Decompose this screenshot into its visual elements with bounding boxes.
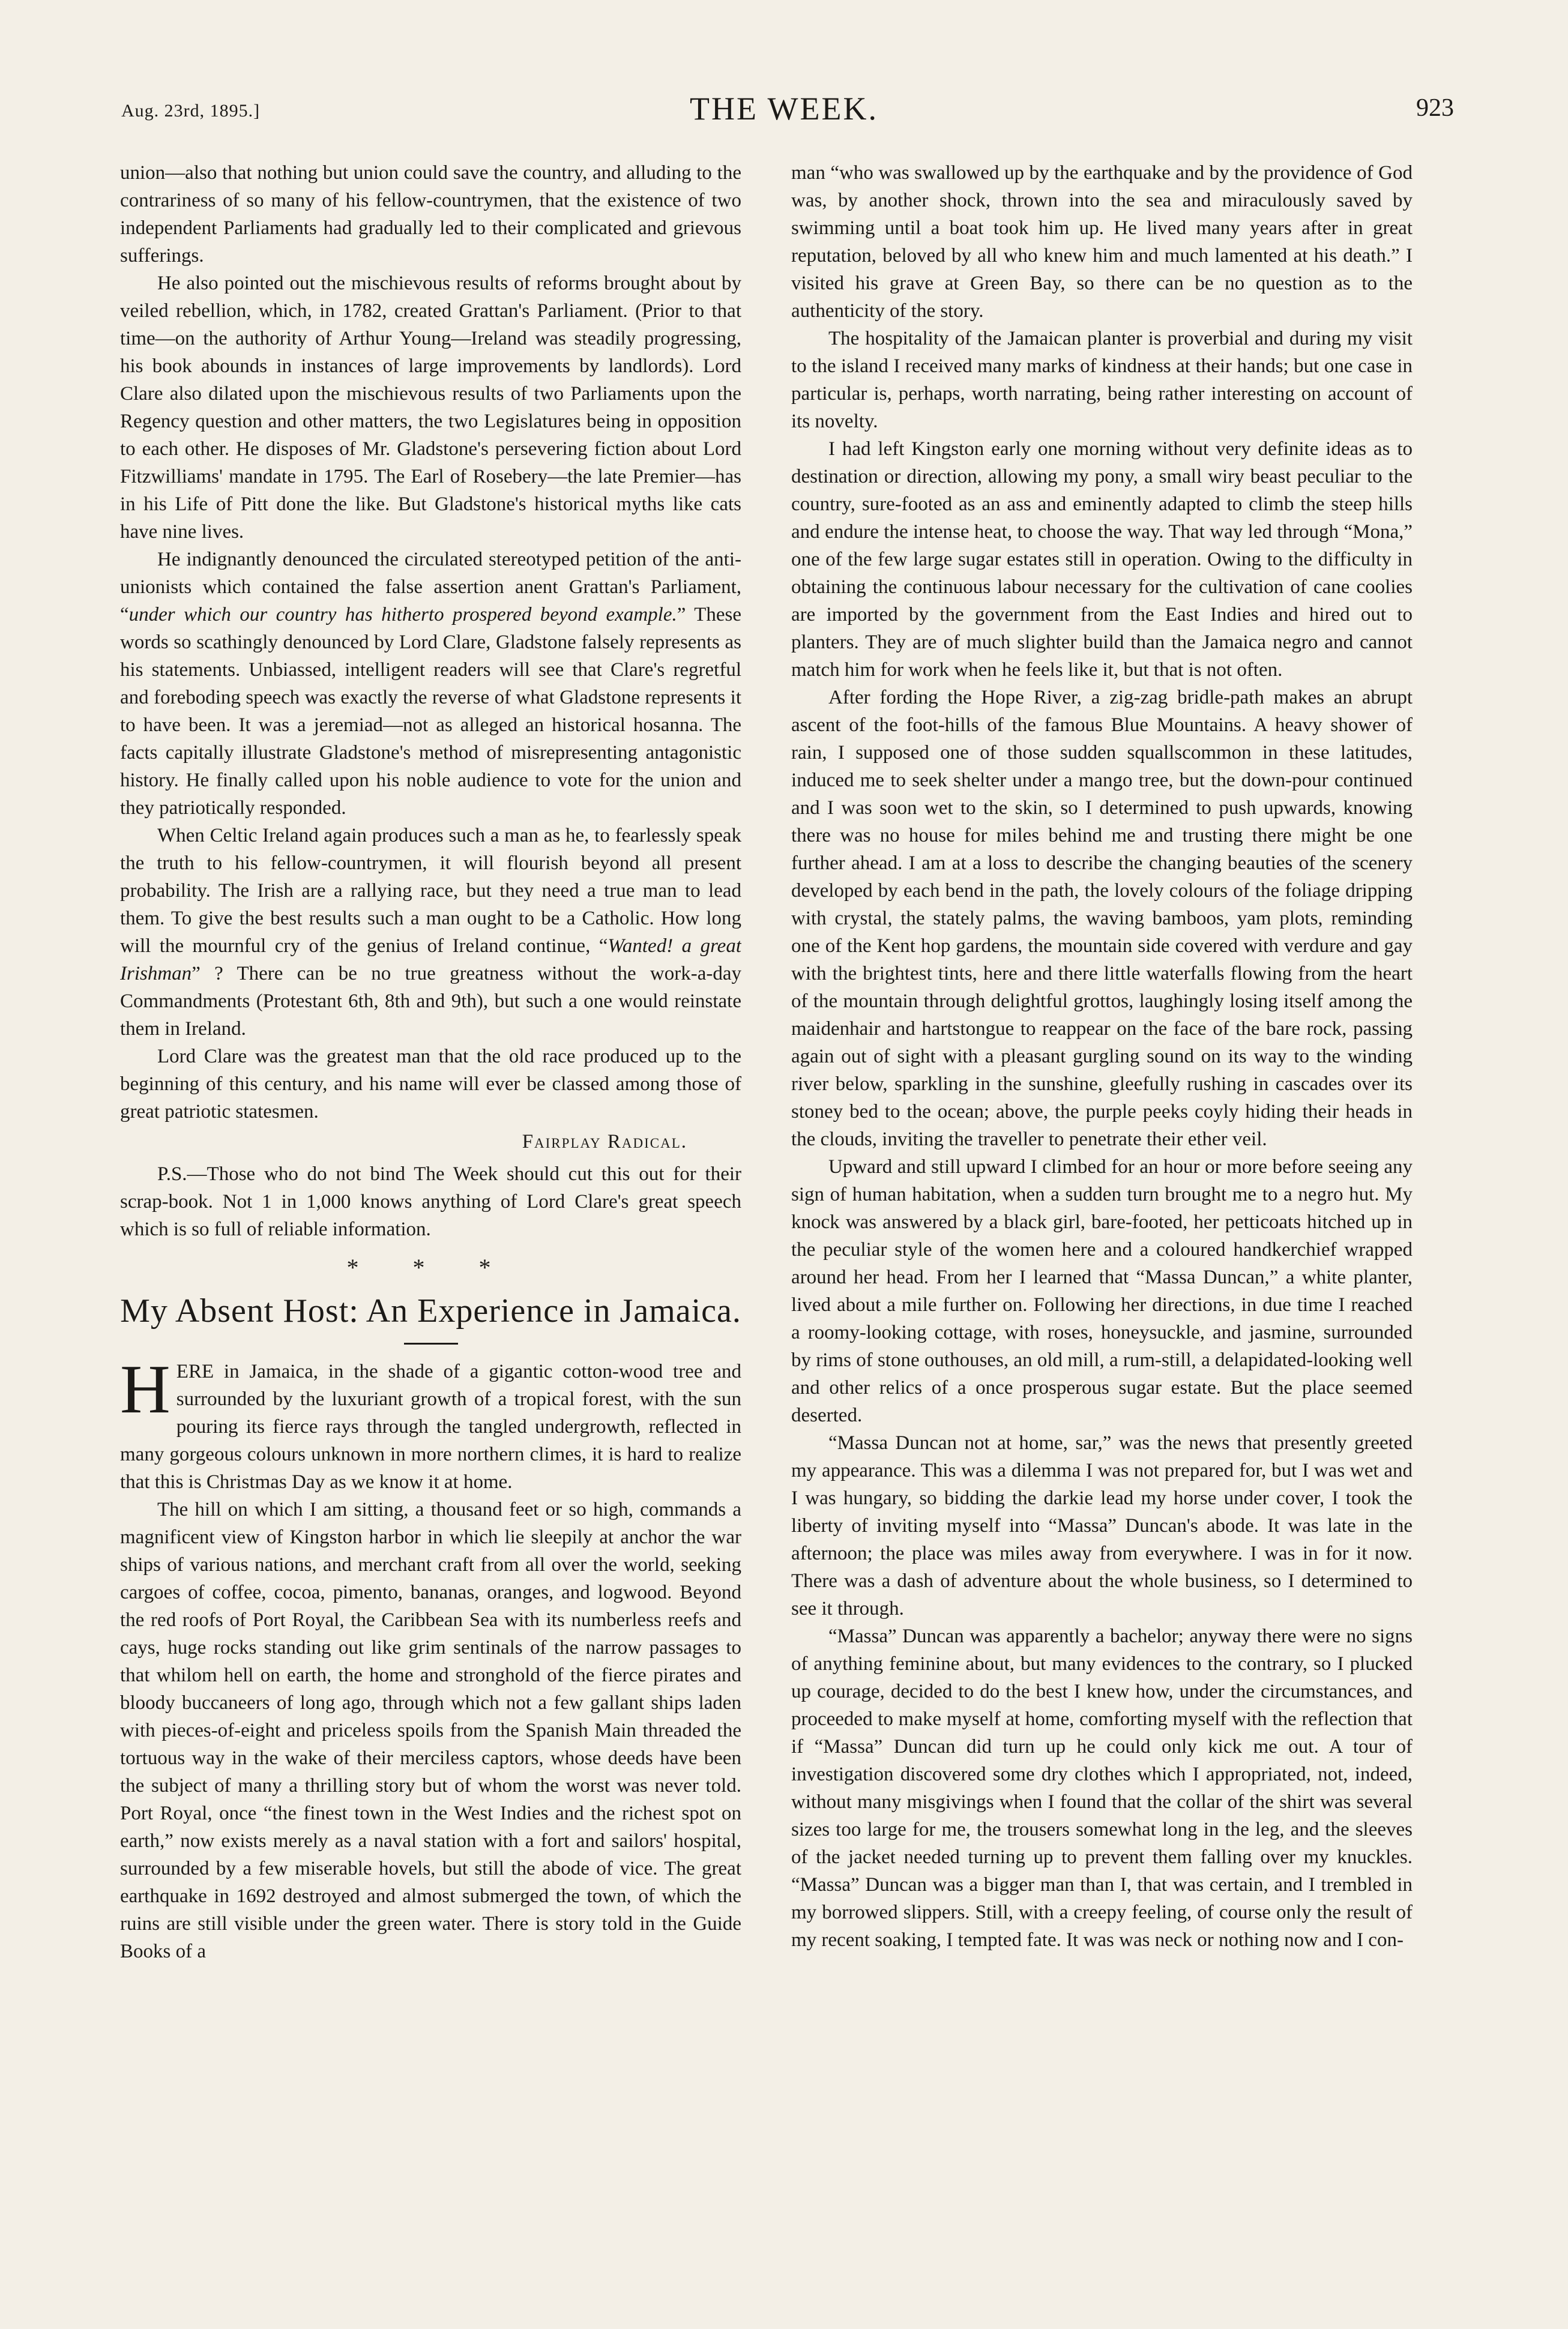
paragraph: The hill on which I am sitting, a thousand feet or so high, commands a magnificent view of Kingston harbor in which lie sleepily at anchor the war ships of various nations, and merchant craft from all over the world, seeking cargoes of coffee, cocoa, pimento, bananas, oranges, and logwood. Beyond the red roofs of Port Royal, the Caribbean Sea with its numberless reefs and cays, huge rocks standing out like grim sentinals of the narrow passages to that whilom hell on earth, the home and stronghold of the fierce pirates and bloody buccaneers of long ago, through which not a few gallant ships laden with pieces-of-eight and priceless spoils from the Spanish Main threaded the tortuous way in the wake of their merciless captors, whose deeds have been the subject of many a thrilling story but of whom the worst was never told. Port Royal, once “the finest town in the West Indies and the richest spot on earth,” now exists merely as a naval station with a fort and sailors' hospital, surrounded by a few miserable hovels, but still the abode of vice. The great earthquake in 1692 destroyed and almost submerged the town, of which the ruins are still visible under the green water. There is story told in the Guide Books of a (120, 1499, 741, 1962)
postscript: P.S.—Those who do not bind The Week should cut this out for their scrap-book. Not 1 in 1,000 knows anything of Lord Clare's great speech which is so full of reliable information. (120, 1163, 741, 1240)
paragraph: Lord Clare was the greatest man that the old race produced up to the beginning of this century, and his name will ever be classed among those of great patriotic statesmen. (120, 1046, 741, 1122)
text-run: ERE in Jamaica, in the shade of a gigantic cotton-wood tree and surrounded by the luxuriant growth of a tropical forest, with the sun pouring its fierce rays through the tangled undergrowth, reflected in many gorgeous colours unknown in more northern climes, it is hard to realize that this is Christmas Day as we know it at home. (120, 1361, 741, 1493)
paragraph (120, 1351, 741, 1496)
italic-quote: under which our country has hitherto prospered beyond example. (128, 604, 677, 625)
author-signature: Fairplay Radical. (522, 1131, 687, 1152)
italic-quote: Wanted! a great Irishman (120, 935, 741, 984)
paragraph: “Massa” Duncan was apparently a bachelor; anyway there were no signs of anything feminine about, but many evidences to the contrary, so I plucked up courage, decided to do the best I knew how, under the circumstances, and proceeded to make myself at home, comforting myself with the reflection that if “Massa” Duncan did turn up he could only kick me out. A tour of investigation discovered some dry clothes which I appropriated, not, indeed, without many misgivings when I found that the collar of the shirt was several sizes too large for me, the trousers somewhat long in the leg, and the sleeves of the jacket needed turning up to prevent them falling over my knuckles. “Massa” Duncan was a bigger man than I, that was certain, and I trembled in my borrowed slippers. Still, with a creepy feeling, of course only the result of my recent soaking, I tempted fate. It was was neck or nothing now and I con- (791, 1625, 1413, 1951)
text-run: He indignantly denounced the circulated stereotyped petition of the anti-unionists which contained the false assertion anent Grattan's Parliament, “ (120, 549, 741, 625)
title-rule (404, 1343, 458, 1345)
page-header (114, 90, 1454, 138)
section-divider-stars: * * * (346, 1254, 515, 1281)
paragraph: After fording the Hope River, a zig-zag bridle-path makes an abrupt ascent of the foot-hills of the famous Blue Mountains. A heavy shower of rain, I supposed one of those sudden squallscommon in these latitudes, induced me to seek shelter under a mango tree, but the down-pour continued and I was soon wet to the skin, so I determined to push upwards, knowing there was no house for miles behind me and trusting there might be one further ahead. I am at a loss to describe the changing beauties of the scenery developed by each bend in the path, the lovely colours of the foliage dripping with crystal, the stately palms, the waving bamboos, yam plots, reminding one of the Kent hop gardens, the mountain side covered with verdure and gay with the brightest tints, here and there little waterfalls flowing from the heart of the mountain through delightful grottos, laughingly losing itself among the maidenhair and hartstongue to reappear on the face of the bare rock, passing again out of sight with a pleasant gurgling sound on its way to the winding river below, sparkling in the sunshine, gleefully rushing in cascades over its stoney bed to the ocean; above, the purple peeks coyly hiding their heads in the clouds, inviting the traveller to penetrate their ether veil. (791, 687, 1413, 1150)
page-number: 923 (1416, 94, 1454, 122)
right-column (791, 159, 1413, 2272)
paragraph (120, 822, 741, 1043)
drop-cap: H (120, 1351, 170, 1428)
text-run: ” ? There can be no true greatness without the work-a-day Commandments (Protestant 6th, 8th and 9th), but such a one would reinstate them in Ireland. (120, 963, 741, 1040)
masthead-title: THE WEEK. (690, 91, 878, 127)
paragraph: union—also that nothing but union could save the country, and alluding to the contrariness of so many of his fellow-countrymen, that the existence of two independent Parliaments had gradually led to their complicated and grievous sufferings. (120, 162, 741, 267)
paragraph (120, 546, 741, 822)
paragraph: He also pointed out the mischievous results of reforms brought about by veiled rebellion, which, in 1782, created Grattan's Parliament. (Prior to that time—on the authority of Arthur Young—Ireland was steadily progressing, his book abounds in instances of large improvements by landlords). Lord Clare also dilated upon the mischievous results of two Parliaments upon the Regency question and other matters, the two Legislatures being in opposition to each other. He disposes of Mr. Gladstone's persevering fiction about Lord Fitzwilliams' mandate in 1795. The Earl of Rosebery—the late Premier—has in his Life of Pitt done the like. But Gladstone's historical myths like cats have nine lives. (120, 273, 741, 543)
paragraph: man “who was swallowed up by the earthquake and by the providence of God was, by another shock, thrown into the sea and miraculously saved by swimming until a boat took him up. He lived many years after in great reputation, beloved by all who knew him and much lamented at his death.” I visited his grave at Green Bay, so there can be no question as to the authenticity of the story. (791, 162, 1413, 322)
text-run: ” These words so scathingly denounced by Lord Clare, Gladstone falsely represents as his statements. Unbiassed, intelligent readers will see that Clare's regretful and foreboding speech was exactly the reverse of what Gladstone represents it to have been. It was a jeremiad—not as alleged an historical hosanna. The facts capitally illustrate Gladstone's method of misrepresenting antagonistic history. He finally called upon his noble audience to vote for the union and they patriotically responded. (120, 604, 741, 819)
paragraph: I had left Kingston early one morning without very definite ideas as to destination or direction, allowing my pony, a small wiry beast peculiar to the country, sure-footed as an ass and eminently adapted to climb the steep hills and endure the intense heat, to choose the way. That way led through “Mona,” one of the few large sugar estates still in operation. Owing to the difficulty in obtaining the continuous labour necessary for the cultivation of cane coolies are imported by the government from the East Indies and hired out to planters. They are of much slighter build than the Jamaica negro and cannot match him for work when he feels like it, but that is not often. (791, 438, 1413, 681)
text-run: When Celtic Ireland again produces such a man as he, to fearlessly speak the truth to his fellow-countrymen, it will flourish beyond all present probability. The Irish are a rallying race, but they need a true man to lead them. To give the best results such a man ought to be a Catholic. How long will the mournful cry of the genius of Ireland continue, “ (120, 825, 741, 957)
paragraph: The hospitality of the Jamaican planter is proverbial and during my visit to the island I received many marks of kindness at their hands; but one case in particular is, perhaps, worth narrating, being rather interesting on account of its novelty. (791, 328, 1413, 432)
left-column (120, 159, 741, 2272)
paragraph: Upward and still upward I climbed for an hour or more before seeing any sign of human habitation, when a sudden turn brought me to a negro hut. My knock was answered by a black girl, bare-footed, her petticoats hitched up in the peculiar style of the women here and a coloured handkerchief wrapped around her head. From her I learned that “Massa Duncan,” a white planter, lived about a mile further on. Following her directions, in due time I reached a roomy-looking cottage, with roses, honeysuckle, and jasmine, surrounded by rims of stone outhouses, an old mill, a rum-still, a delapidated-looking well and other relics of a once prosperous sugar estate. But the place seemed deserted. (791, 1156, 1413, 1426)
paragraph: “Massa Duncan not at home, sar,” was the news that presently greeted my appearance. This was a dilemma I was not prepared for, but I was wet and I was hungary, so bidding the darkie lead my horse under cover, I took the liberty of inviting myself into “Massa” Duncan's abode. It was late in the afternoon; the place was miles away from everywhere. I was in for it now. There was a dash of adventure about the whole business, so I determined to see it through. (791, 1432, 1413, 1619)
article-title: My Absent Host: An Experience in Jamaica. (120, 1292, 741, 1330)
issue-date: Aug. 23rd, 1895.] (121, 101, 261, 121)
